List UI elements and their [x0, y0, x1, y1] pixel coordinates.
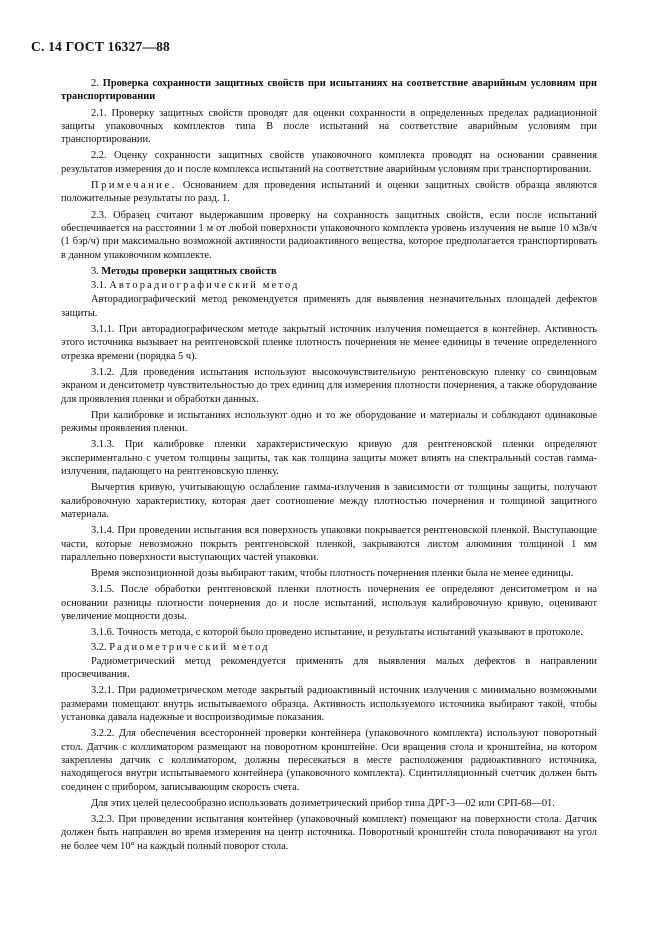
document-body [61, 77, 597, 856]
paragraph-3-1-6: 3.1.6. Точность метода, с которой было проведено испытание, и результаты испытаний указывают в протоколе. [91, 627, 583, 639]
note-paragraph [61, 179, 597, 206]
subsection-3-1-title: Авторадиографический метод [109, 280, 300, 292]
paragraph-2-2: 2.2. Оценку сохранности защитных свойств упаковочного комплекта проводят на основании сравнения результатов измерения до и после комплекса испытаний на соответствие аварийным условиям при транспортировании. [61, 150, 597, 175]
paragraph-2-1: 2.1. Проверку защитных свойств проводят для оценки сохранности в определенных пределах радиационной защиты упаковочных комплектов типа В после испытаний на соответствие аварийным условиям при транспортировании. [61, 107, 597, 146]
section-3-title: Методы проверки защитных свойств [101, 265, 277, 277]
paragraph-3-2-3: 3.2.3. При проведении испытания контейнер (упаковочный комплект) помещают на поверхности стола. Датчик должен быть направлен во время измерения на центр источника. Поворотный кронштейн стола поворачивают на угол не более чем 10° на каждый полный поворот стола. [61, 814, 597, 852]
paragraph-3-1-intro: Авторадиографический метод рекомендуется применять для выявления незначительных площадей дефектов защиты. [61, 294, 597, 319]
paragraph-3-1-3: 3.1.3. При калибровке пленки характеристическую кривую для рентгеновской пленки определяют экспериментально с учетом толщины защиты, так как толщина защиты может влиять на спектральный состав гамма-излучения, падающего на рентгеновскую пленку. [61, 439, 597, 478]
paragraph-3-1-3-b: Вычертив кривую, учитывающую ослабление гамма-излучения в зависимости от толщины защиты, получают калибровочную характеристику, которая дает соотношение между плотностью почернения и толщиной защитного материала. [61, 482, 597, 520]
paragraph-2-3: 2.3. Образец считают выдержавшим проверку на сохранность защитных свойств, если после испытаний обеспечивается на расстоянии 1 м от любой поверхности упаковочного комплекта уровень излучения не выше 10 мЗв/ч (1 бэр/ч) при максимально возможной активности радиоактивного вещества, которое предполагается транспортировать в данном упаковочном комплекте. [61, 209, 597, 261]
paragraph-3-2-2: 3.2.2. Для обеспечения всесторонней проверки контейнера (упаковочного комплекта) используют поворотный стол. Датчик с коллиматором размещают на поворотном кронштейне. Оси вращения стола и кронштейна, на котором закреплены датчик с коллиматором, должны пересекаться в месте расположения радиоактивного источника, находящегося внутри испытываемого контейнера (упаковочного комплекта). Сцинтилляционный счетчик должен быть соединен с прибором, записывающим скорость счета. [61, 728, 597, 793]
subsection-3-1-number: 3.1. [91, 280, 107, 292]
paragraph-3-1-4: 3.1.4. При проведении испытания вся поверхность упаковки покрывается рентгеновской пленкой. Выступающие части, которые невозможно покрыть рентгеновской пленкой, закрываются листом алюминия толщиной 1 мм параллельно поверхности выступающих частей упаковки. [61, 525, 597, 563]
paragraph-3-1-4-b: Время экспозиционной дозы выбирают таким, чтобы плотность почернения пленки была не менее единицы. [91, 568, 574, 580]
note-text: Основанием для проведения испытаний и оценки защитных свойств образца являются положительные результаты по разд. 1. [61, 180, 597, 205]
page-header: С. 14 ГОСТ 16327—88 [31, 39, 170, 54]
subsection-3-2-title: Радиометрический метод [109, 641, 270, 653]
subsection-3-2-number: 3.2. [91, 641, 107, 653]
subsection-3-2-heading [61, 641, 597, 654]
section-3-heading [61, 265, 597, 278]
subsection-3-1-heading [61, 279, 597, 292]
section-3-number: 3. [91, 265, 99, 277]
paragraph-3-1-2: 3.1.2. Для проведения испытания используют высокочувствительную рентгеновскую пленку со свинцовым экраном и денситометр чувствительностью до трех единиц для измерения плотности почернения, а также оборудование для проявления пленки и обработки данных. [61, 366, 597, 405]
paragraph-3-2-2-b: Для этих целей целесообразно использовать дозиметрический прибор типа ДРГ-3—02 или СРП-68—01. [91, 797, 555, 809]
paragraph-3-2-1: 3.2.1. При радиометрическом методе закрытый радиоактивный источник излучения с минимально возможными размерами помещают внутрь испытываемого образца. Активность используемого источника выбирают такой, чтобы установка давала надежные и воспроизводимые показания. [61, 685, 597, 724]
paragraph-3-1-1: 3.1.1. При авторадиографическом методе закрытый источник излучения помещается в контейнер. Активность этого источника вызывает на рентгеновской пленке плотность почернения не менее единицы в течение определенного отрезка времени (порядка 5 ч). [61, 324, 597, 362]
note-label: Примечание. [91, 180, 177, 192]
paragraph-3-1-2-b: При калибровке и испытаниях используют одно и то же оборудование и материалы и соблюдают одинаковые режимы проявления пленки. [61, 409, 597, 435]
section-2-title: Проверка сохранности защитных свойств при испытаниях на соответствие аварийным условиям при транспортировании [61, 78, 597, 103]
paragraph-3-2-intro: Радиометрический метод рекомендуется применять для выявления малых дефектов в направлении просвечивания. [61, 655, 597, 681]
section-2-heading [61, 77, 597, 104]
section-2-number: 2. [91, 78, 99, 89]
paragraph-3-1-5: 3.1.5. После обработки рентгеновской пленки плотность почернения ее определяют денситометром и на основании разницы плотности почернения до и после испытаний, используя калибровочную кривую, оценивают увеличение мощности дозы. [61, 584, 597, 622]
